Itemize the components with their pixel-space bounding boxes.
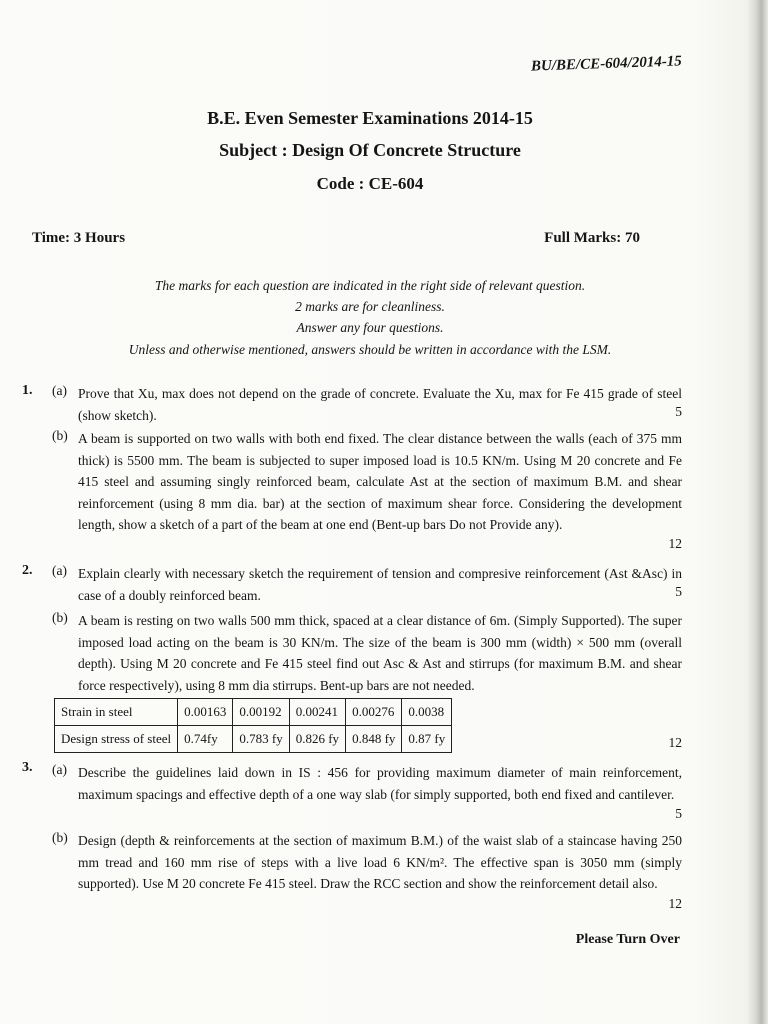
question-text: Prove that Xu, max does not depend on the grade of concrete. Evaluate the Xu, max for Fe 415 grade of steel (show sketch). [78, 386, 682, 423]
instruction-line: 2 marks are for cleanliness. [295, 299, 445, 314]
part-label: (a) [52, 762, 67, 777]
part-label: (b) [52, 830, 68, 845]
part-label: (b) [52, 610, 68, 625]
part-label: (b) [52, 428, 68, 443]
question-text: A beam is supported on two walls with both end fixed. The clear distance between the walls (each of 375 mm thick) is 5500 mm. The beam is subjected to super imposed load is 10.5 KN/m. Using M 20 concrete and Fe 415 steel and assuming singly reinforced beam, calculate Ast at the section of maximum B.M. and shear reinforcement (using 8 mm dia. bar) at the section of maximum shear force. Considering the development length, show a sketch of a part of the beam at one end (Bent-up bars Do not Provide any). [78, 431, 682, 532]
paper-code: BU/BE/CE-604/2014-15 [530, 53, 683, 75]
table-cell: 0.00241 [289, 699, 345, 726]
table-cell: 0.00192 [233, 699, 289, 726]
part-label: (a) [52, 383, 67, 398]
exam-title: B.E. Even Semester Examinations 2014-15 [207, 108, 533, 128]
instruction-line: Unless and otherwise mentioned, answers should be written in accordance with the LSM. [128, 342, 612, 357]
question-marks: 12 [668, 735, 682, 750]
instruction-line: The marks for each question are indicated in the right side of relevant question. [154, 278, 586, 293]
question-text: Explain clearly with necessary sketch the requirement of tension and compresive reinforcement (Ast &Asc) in case of a doubly reinforced beam. [78, 566, 682, 603]
part-label: (a) [52, 563, 67, 578]
question-number: 1. [22, 383, 33, 398]
table-cell: Design stress of steel [55, 726, 178, 753]
table-cell: 0.783 fy [233, 726, 289, 753]
table-cell: 0.00163 [178, 699, 233, 726]
table-cell: 0.848 fy [346, 726, 402, 753]
please-turn-over: Please Turn Over [575, 932, 680, 947]
time-allowed: Time: 3 Hours [32, 230, 126, 246]
question-marks: 12 [668, 536, 682, 551]
instruction-line: Answer any four questions. [296, 320, 444, 335]
strain-stress-table [54, 698, 452, 753]
table-row [55, 726, 452, 753]
table-cell: 0.87 fy [402, 726, 452, 753]
question-marks: 5 [675, 806, 682, 821]
table-cell: 0.00276 [346, 699, 402, 726]
question-text: Design (depth & reinforcements at the section of maximum B.M.) of the waist slab of a staincase having 250 mm tread and 160 mm rise of steps with a live load 6 KN/m². The effective span is 3050 mm (simply supported). Use M 20 concrete Fe 415 steel. Draw the RCC section and show the reinforcement detail also. [78, 833, 682, 891]
full-marks: Full Marks: 70 [544, 230, 640, 246]
question-text: Describe the guidelines laid down in IS : 456 for providing maximum diameter of main reinforcement, maximum spacings and effective depth of a one way slab (for simply supported, both end fixed and cantilever. [78, 765, 682, 802]
table-cell: 0.0038 [402, 699, 452, 726]
table-cell: 0.74fy [178, 726, 233, 753]
question-number: 2. [22, 563, 33, 578]
book-binding-edge [746, 0, 768, 1024]
question-marks: 12 [668, 896, 682, 911]
table-cell: Strain in steel [55, 699, 178, 726]
table-row [55, 699, 452, 726]
table-cell: 0.826 fy [289, 726, 345, 753]
question-marks: 5 [675, 404, 682, 419]
question-text: A beam is resting on two walls 500 mm thick, spaced at a clear distance of 6m. (Simply Supported). The super imposed load acting on the beam is 30 KN/m. The size of the beam is 300 mm (width) × 500 mm (overall depth). Using M 20 concrete and Fe 415 steel find out Asc & Ast and stirrups (for maximum B.M. and shear force respectively), using 8 mm dia stirrups. Bent-up bars are not needed. [78, 613, 682, 693]
subject-line: Subject : Design Of Concrete Structure [219, 140, 521, 160]
question-marks: 5 [675, 584, 682, 599]
course-code: Code : CE-604 [316, 174, 424, 193]
question-number: 3. [22, 760, 33, 775]
